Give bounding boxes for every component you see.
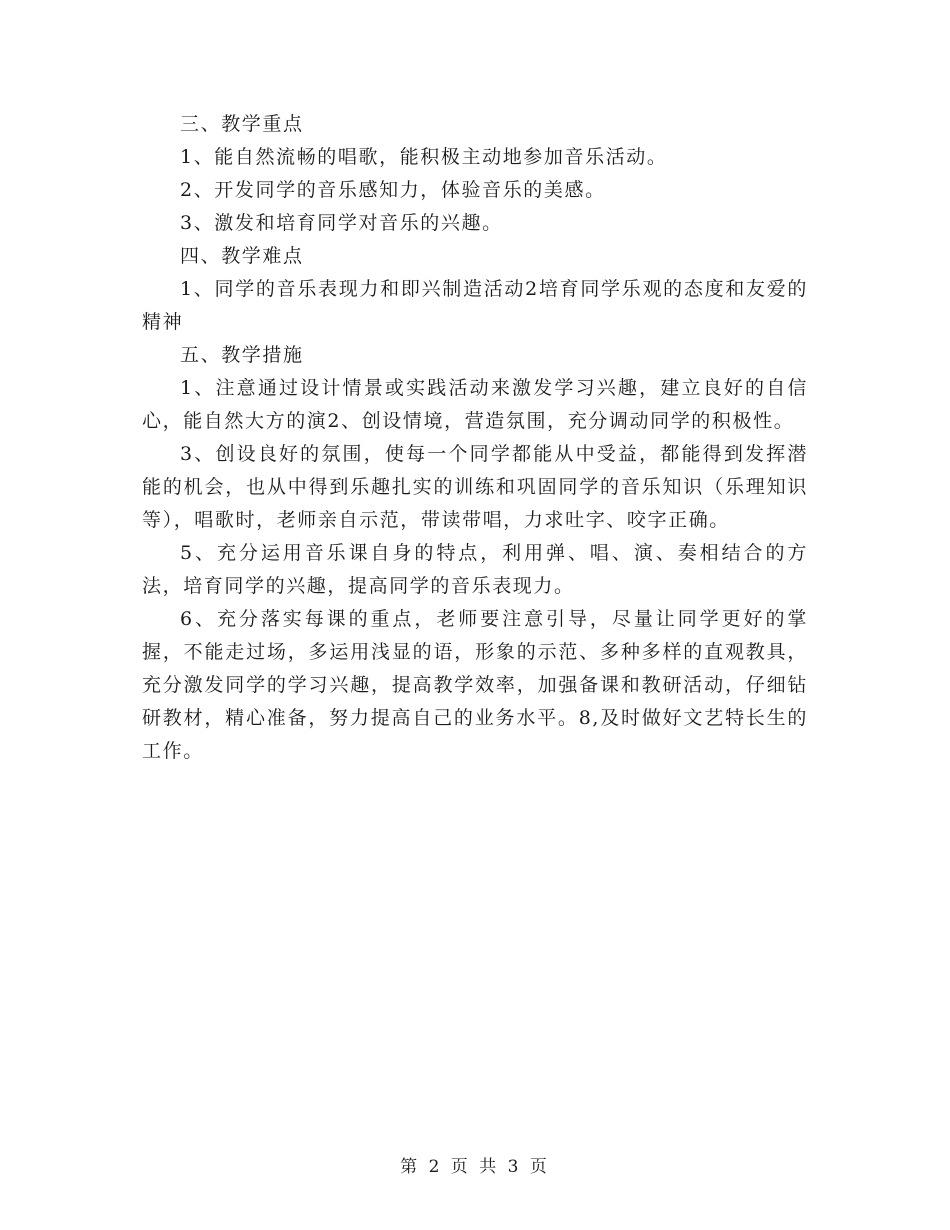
paragraph: 3、激发和培育同学对音乐的兴趣。 [180, 212, 503, 234]
section-heading-difficulties: 四、教学难点 [180, 245, 304, 267]
paragraph: 1、注意通过设计情景或实践活动来激发学习兴趣，建立良好的自信心，能自然大方的演2、创设情境，营造氛围，充分调动同学的积极性。 [142, 377, 808, 432]
section-heading-key-points: 三、教学重点 [180, 113, 304, 135]
section-heading-measures: 五、教学措施 [180, 344, 304, 366]
document-body [142, 108, 808, 768]
paragraph: 6、充分落实每课的重点，老师要注意引导，尽量让同学更好的掌握，不能走过场，多运用浅显的语，形象的示范、多种多样的直观教具，充分激发同学的学习兴趣，提高教学效率，加强备课和教研活动，仔细钻研教材，精心准备，努力提高自己的业务水平。8,及时做好文艺特长生的工作。 [142, 608, 808, 762]
page-number: 第 2 页 共 3 页 [400, 1157, 550, 1177]
paragraph: 5、充分运用音乐课自身的特点，利用弹、唱、演、奏相结合的方法，培育同学的兴趣，提高同学的音乐表现力。 [142, 542, 808, 597]
paragraph: 1、同学的音乐表现力和即兴制造活动2培育同学乐观的态度和友爱的精神 [142, 278, 808, 333]
paragraph: 1、能自然流畅的唱歌，能积极主动地参加音乐活动。 [180, 146, 668, 168]
paragraph: 2、开发同学的音乐感知力，体验音乐的美感。 [180, 179, 606, 201]
paragraph: 3、创设良好的氛围，使每一个同学都能从中受益，都能得到发挥潜能的机会，也从中得到乐趣扎实的训练和巩固同学的音乐知识（乐理知识等），唱歌时，老师亲自示范，带读带唱，力求吐字、咬字正确。 [142, 443, 808, 531]
